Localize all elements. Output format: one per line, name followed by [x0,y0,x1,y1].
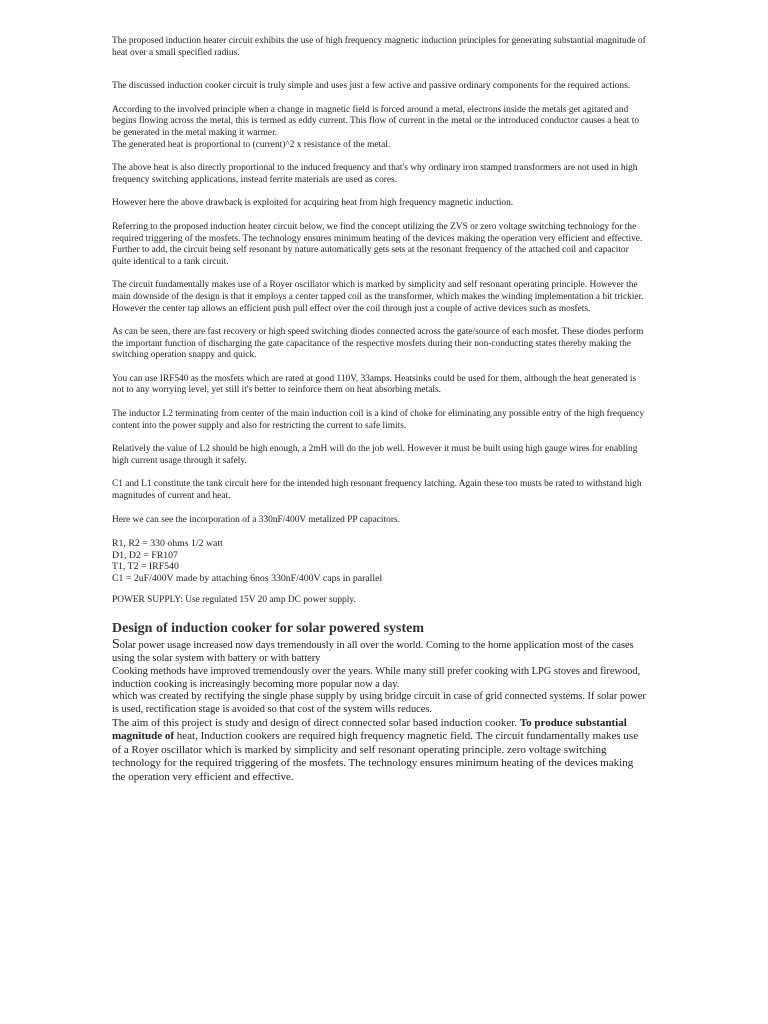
paragraph-eddy-current: According to the involved principle when a change in magnetic field is forced around a metal, electrons inside the metals get agitated and begins flowing across the metal, this is termed as eddy current. This flow of current in the metal or the introduced conductor causes a heat to be generated in the metal making it warmer. [112,104,640,138]
parts-list [112,538,648,584]
parts-list-item: T1, T2 = IRF540 [112,561,179,573]
parts-list-item: D1, D2 = FR107 [112,549,178,561]
paragraph-inductor-l2: The inductor L2 terminating from center of the main induction coil is a kind of choke for eliminating any possible entry of the high frequency content into the power supply and also for restricting the current to safe limits. [112,409,645,431]
paragraph-tank-circuit: C1 and L1 constitute the tank circuit here for the intended high resonant frequency latching. Again these too musts be rated to withstand high magnitudes of current and heat. [112,479,642,502]
aim-text-start: The aim of this project is study and design of direct connected solar based induction cooker. [112,716,520,729]
section-heading: Design of induction cooker for solar powered system [112,621,425,637]
paragraph-royer: The circuit fundamentally makes use of a Royer oscillator which is marked by simplicity and self resonant operating principle. However the main downside of the design is that it employs a center tapped coil as the transformer, which makes the winding implementation a bit trickier. However the center tap allows an efficient push pull effect over the coil through just a couple of active devices such as mosfets. [112,280,644,314]
parts-list-item: R1, R2 = 330 ohms 1/2 watt [112,538,223,550]
paragraph-capacitors: Here we can see the incorporation of a 330nF/400V metalized PP capacitors. [112,514,400,525]
aim-text-end: heat, Induction cookers are required high frequency magnetic field. The circuit fundamentally makes use of a Royer oscillator which is marked by simplicity and self resonant operating principle. zero voltage switching technology for the required triggering of the mosfets. The technology ensures minimum heating of the devices making the operation very efficient and effective. [112,730,639,783]
paragraph-aim [112,717,648,784]
power-supply-note: POWER SUPPLY: Use regulated 15V 20 amp DC power supply. [112,594,356,605]
paragraph-intro: The proposed induction heater circuit exhibits the use of high frequency magnetic induction principles for generating substantial magnitude of heat over a small specified radius. [112,36,646,58]
paragraph-frequency: The above heat is also directly proportional to the induced frequency and that's why ordinary iron stamped transformers are not used in high frequency switching applications, instead ferrite materials are used as cores. [112,163,638,185]
paragraph-solar [112,639,648,666]
paragraph-zvs: Referring to the proposed induction heater circuit below, we find the concept utilizing the ZVS or zero voltage switching technology for the required triggering of the mosfets. The technology ensures minimum heating of the devices making the operation very efficient and effective. [112,221,643,244]
paragraph-drawback: However here the above drawback is exploited for acquiring heat from high frequency magnetic induction. [112,198,514,209]
paragraph-irf540: You can use IRF540 as the mosfets which are rated at good 110V, 33amps. Heatsinks could be used for them, although the heat generated is not to any worrying level, yet still it's better to reinforce them on heat absorbing metals. [112,373,637,396]
parts-list-item: C1 = 2uF/400V made by attaching 6nos 330nF/400V caps in parallel [112,573,383,584]
paragraph-heat-formula: The generated heat is proportional to (current)^2 x resistance of the metal. [112,139,391,150]
paragraph-rectifying: which was created by rectifying the single phase supply by using bridge circuit in case of grid connected systems. If solar power is used, rectification stage is avoided so that cost of the system wills reduces. [112,691,646,716]
aim-text-bold: To produce substantial magnitude of [112,716,627,743]
drop-cap: S [112,637,120,653]
paragraph-cooking: Cooking methods have improved tremendously over the years. While many still prefer cooking with LPG stoves and firewood, induction cooking is increasingly becoming more popular now a day. [112,665,641,690]
paragraph-diodes: As can be seen, there are fast recovery or high speed switching diodes connected across the gate/source of each mosfet. These diodes perform the important function of discharging the gate capacitance of the respective mosfets during their non-conducting states thereby making the switching operation snappy and quick. [112,327,644,361]
paragraph-simple-circuit: The discussed induction cooker circuit is truly simple and uses just a few active and passive ordinary components for the required actions. [112,81,631,92]
paragraph-self-resonant: Further to add, the circuit being self resonant by nature automatically gets sets at the resonant frequency of the attached coil and capacitor quite identical to a tank circuit. [112,245,629,267]
paragraph-l2-value: Relatively the value of L2 should be high enough, a 2mH will do the job well. However it must be built using high gauge wires for enabling high current usage through it safely. [112,444,638,466]
solar-text: olar power usage increased now days tremendously in all over the world. Coming to the home application most of the cases using the solar system with battery or with battery [112,640,634,664]
document-page [112,36,648,784]
